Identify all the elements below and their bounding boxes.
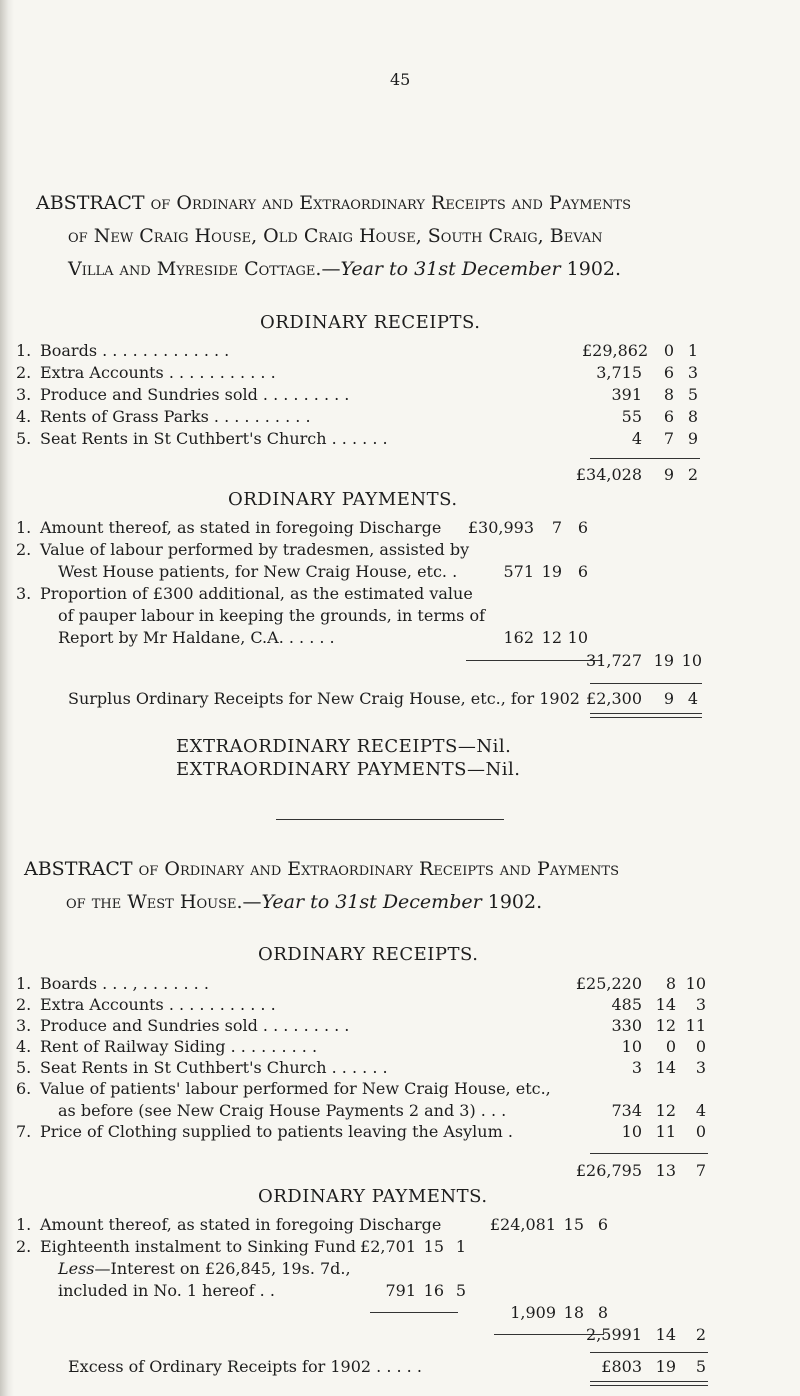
net-sinking-pence: 8 bbox=[597, 1303, 608, 1322]
ordinary-payments-heading-1: ORDINARY PAYMENTS. bbox=[228, 489, 458, 510]
receipt-shillings: 7 bbox=[663, 429, 674, 448]
surplus-shillings: 9 bbox=[663, 689, 674, 708]
abstract-title-1-line1: ABSTRACT of Ordinary and Extraordinary Receipts and Payments bbox=[36, 192, 631, 214]
receipt-pounds: 3,715 bbox=[596, 363, 642, 382]
abstract-title-2-line1: ABSTRACT of Ordinary and Extraordinary Receipts and Payments bbox=[24, 858, 619, 880]
receipt-pence: 8 bbox=[687, 407, 698, 426]
net-sinking-shillings: 18 bbox=[563, 1303, 584, 1322]
payment-pounds: £30,993 bbox=[467, 518, 534, 537]
receipt-shillings: 0 bbox=[665, 1037, 676, 1056]
receipt-number: 1. bbox=[16, 974, 32, 993]
payment-pence: 10 bbox=[567, 628, 588, 647]
dash-rule bbox=[370, 1312, 458, 1313]
receipt-pence: 9 bbox=[687, 429, 698, 448]
payments-total-pounds-2: 2,5991 bbox=[586, 1325, 642, 1344]
payment-pence: 6 bbox=[577, 562, 588, 581]
receipt-shillings: 0 bbox=[663, 341, 674, 360]
excess-pence: 5 bbox=[695, 1357, 706, 1376]
page-number: 45 bbox=[390, 70, 411, 89]
sinking-fund-pence: 1 bbox=[455, 1237, 466, 1256]
surplus-label: Surplus Ordinary Receipts for New Craig House, etc., for 1902 bbox=[68, 689, 580, 708]
receipt-label: Seat Rents in St Cuthbert's Church . . . . . . bbox=[40, 429, 388, 448]
payment-number: 2. bbox=[16, 1237, 32, 1256]
receipt-shillings: 14 bbox=[655, 1058, 676, 1077]
abstract-title-1-line2: of New Craig House, Old Craig House, South Craig, Bevan bbox=[68, 225, 603, 247]
less-interest-shillings: 16 bbox=[423, 1281, 444, 1300]
receipt-pounds: 391 bbox=[611, 385, 642, 404]
receipt-number: 1. bbox=[16, 341, 32, 360]
extraordinary-receipts-line: EXTRAORDINARY RECEIPTS—Nil. bbox=[176, 736, 512, 757]
ordinary-receipts-heading-2: ORDINARY RECEIPTS. bbox=[258, 944, 479, 965]
net-sinking-pounds: 1,909 bbox=[510, 1303, 556, 1322]
excess-rule bbox=[590, 1352, 708, 1353]
receipt-shillings: 8 bbox=[663, 385, 674, 404]
receipt-shillings: 8 bbox=[665, 974, 676, 993]
ordinary-receipts-heading-1: ORDINARY RECEIPTS. bbox=[260, 312, 481, 333]
payments-total-pounds-1: 31,727 bbox=[586, 651, 642, 670]
payment-pounds: 162 bbox=[503, 628, 534, 647]
receipts-total-pounds-2: £26,795 bbox=[575, 1161, 642, 1180]
receipt-label: Extra Accounts . . . . . . . . . . . bbox=[40, 363, 276, 382]
excess-label: Excess of Ordinary Receipts for 1902 . . . . . bbox=[68, 1357, 422, 1376]
payment-label-line2: West House patients, for New Craig House, etc. . bbox=[58, 562, 458, 581]
payment-number: 3. bbox=[16, 584, 32, 603]
excess-shillings: 19 bbox=[655, 1357, 676, 1376]
payment-label: Amount thereof, as stated in foregoing Discharge bbox=[40, 518, 442, 537]
receipt-pence: 3 bbox=[687, 363, 698, 382]
payment-pence: 6 bbox=[577, 518, 588, 537]
receipt-shillings: 12 bbox=[655, 1016, 676, 1035]
payment-number: 1. bbox=[16, 518, 32, 537]
receipt-pounds: 4 bbox=[631, 429, 642, 448]
receipt-pence: 11 bbox=[685, 1016, 706, 1035]
receipt-pounds: 10 bbox=[621, 1122, 642, 1141]
subtotal-rule bbox=[590, 458, 700, 459]
receipt-pence: 0 bbox=[695, 1122, 706, 1141]
receipt-shillings: 6 bbox=[663, 363, 674, 382]
receipt-pounds: 55 bbox=[621, 407, 642, 426]
ordinary-payments-heading-2: ORDINARY PAYMENTS. bbox=[258, 1186, 488, 1207]
receipt-label-line1: Value of patients' labour performed for New Craig House, etc., bbox=[40, 1079, 551, 1098]
receipt-number: 4. bbox=[16, 407, 32, 426]
double-rule bbox=[590, 713, 702, 718]
receipt-shillings: 14 bbox=[655, 995, 676, 1014]
subtotal-rule bbox=[590, 1153, 708, 1154]
receipts-total-pence-2: 7 bbox=[695, 1161, 706, 1180]
payments-total-pence-1: 10 bbox=[681, 651, 702, 670]
payments-total-pence-2: 2 bbox=[695, 1325, 706, 1344]
payment-label-line2: of pauper labour in keeping the grounds, in terms of bbox=[58, 606, 485, 625]
payment-shillings: 15 bbox=[563, 1215, 584, 1234]
payment-shillings: 7 bbox=[551, 518, 562, 537]
surplus-rule bbox=[590, 683, 702, 684]
receipt-shillings: 11 bbox=[655, 1122, 676, 1141]
receipts-total-pence-1: 2 bbox=[687, 465, 698, 484]
receipt-label: Boards . . . . . . . . . . . . . bbox=[40, 341, 230, 360]
receipt-number: 6. bbox=[16, 1079, 32, 1098]
receipt-label: Produce and Sundries sold . . . . . . . . . bbox=[40, 1016, 350, 1035]
receipt-number: 3. bbox=[16, 385, 32, 404]
receipt-pence: 5 bbox=[687, 385, 698, 404]
receipt-number: 7. bbox=[16, 1122, 32, 1141]
sinking-fund-shillings: 15 bbox=[423, 1237, 444, 1256]
payment-pounds: £24,081 bbox=[489, 1215, 556, 1234]
less-interest-line1: Less—Interest on £26,845, 19s. 7d., bbox=[58, 1259, 351, 1278]
payment-pounds: 571 bbox=[503, 562, 534, 581]
abstract-title-2-line2: of the West House.—Year to 31st December 1902. bbox=[66, 891, 543, 913]
receipt-pounds: 734 bbox=[611, 1101, 642, 1120]
receipt-shillings: 6 bbox=[663, 407, 674, 426]
surplus-pence: 4 bbox=[687, 689, 698, 708]
receipt-label: Extra Accounts . . . . . . . . . . . bbox=[40, 995, 276, 1014]
sinking-fund-pounds: £2,701 bbox=[360, 1237, 416, 1256]
receipt-pounds: 485 bbox=[611, 995, 642, 1014]
receipt-number: 4. bbox=[16, 1037, 32, 1056]
receipt-label: Boards . . . , . . . . . . . bbox=[40, 974, 209, 993]
receipt-pounds: £25,220 bbox=[575, 974, 642, 993]
payments-total-shillings-1: 19 bbox=[653, 651, 674, 670]
payment-label-line1: Value of labour performed by tradesmen, assisted by bbox=[40, 540, 470, 559]
payments-total-shillings-2: 14 bbox=[655, 1325, 676, 1344]
receipt-label: Seat Rents in St Cuthbert's Church . . . . . . bbox=[40, 1058, 388, 1077]
receipt-label: Produce and Sundries sold . . . . . . . . . bbox=[40, 385, 350, 404]
receipt-number: 5. bbox=[16, 429, 32, 448]
payment-shillings: 19 bbox=[541, 562, 562, 581]
less-interest-line2: included in No. 1 hereof . . bbox=[58, 1281, 275, 1300]
receipts-total-pounds-1: £34,028 bbox=[575, 465, 642, 484]
less-interest-pence: 5 bbox=[455, 1281, 466, 1300]
payment-label: Eighteenth instalment to Sinking Fund bbox=[40, 1237, 356, 1256]
receipt-shillings: 12 bbox=[655, 1101, 676, 1120]
payment-pence: 6 bbox=[597, 1215, 608, 1234]
receipt-label: Rents of Grass Parks . . . . . . . . . . bbox=[40, 407, 311, 426]
receipts-total-shillings-2: 13 bbox=[655, 1161, 676, 1180]
receipt-pence: 10 bbox=[685, 974, 706, 993]
receipt-pence: 3 bbox=[695, 995, 706, 1014]
page-binding-edge bbox=[0, 0, 14, 1396]
payment-number: 1. bbox=[16, 1215, 32, 1234]
receipt-label: Price of Clothing supplied to patients leaving the Asylum . bbox=[40, 1122, 513, 1141]
receipt-pence: 3 bbox=[695, 1058, 706, 1077]
payment-label-line3: Report by Mr Haldane, C.A. . . . . . bbox=[58, 628, 335, 647]
receipt-pounds: 10 bbox=[621, 1037, 642, 1056]
receipt-label: Rent of Railway Siding . . . . . . . . . bbox=[40, 1037, 318, 1056]
receipt-pence: 4 bbox=[695, 1101, 706, 1120]
receipt-number: 2. bbox=[16, 363, 32, 382]
receipt-pence: 0 bbox=[695, 1037, 706, 1056]
payment-label: Amount thereof, as stated in foregoing Discharge bbox=[40, 1215, 442, 1234]
payment-number: 2. bbox=[16, 540, 32, 559]
receipt-number: 5. bbox=[16, 1058, 32, 1077]
receipt-number: 2. bbox=[16, 995, 32, 1014]
excess-pounds: £803 bbox=[601, 1357, 642, 1376]
double-rule bbox=[590, 1381, 708, 1386]
receipt-number: 3. bbox=[16, 1016, 32, 1035]
payment-label-line1: Proportion of £300 additional, as the estimated value bbox=[40, 584, 473, 603]
receipt-label-line2: as before (see New Craig House Payments 2 and 3) . . . bbox=[58, 1101, 507, 1120]
abstract-title-1-line3: Villa and Myreside Cottage.—Year to 31st December 1902. bbox=[68, 258, 622, 280]
receipt-pounds: £29,862 bbox=[582, 341, 649, 360]
less-interest-pounds: 791 bbox=[385, 1281, 416, 1300]
extraordinary-payments-line: EXTRAORDINARY PAYMENTS—Nil. bbox=[176, 759, 521, 780]
receipts-total-shillings-1: 9 bbox=[663, 465, 674, 484]
receipt-pence: 1 bbox=[687, 341, 698, 360]
receipt-pounds: 3 bbox=[631, 1058, 642, 1077]
receipt-pounds: 330 bbox=[611, 1016, 642, 1035]
surplus-pounds: £2,300 bbox=[586, 689, 642, 708]
section-divider bbox=[276, 819, 504, 820]
payment-shillings: 12 bbox=[541, 628, 562, 647]
